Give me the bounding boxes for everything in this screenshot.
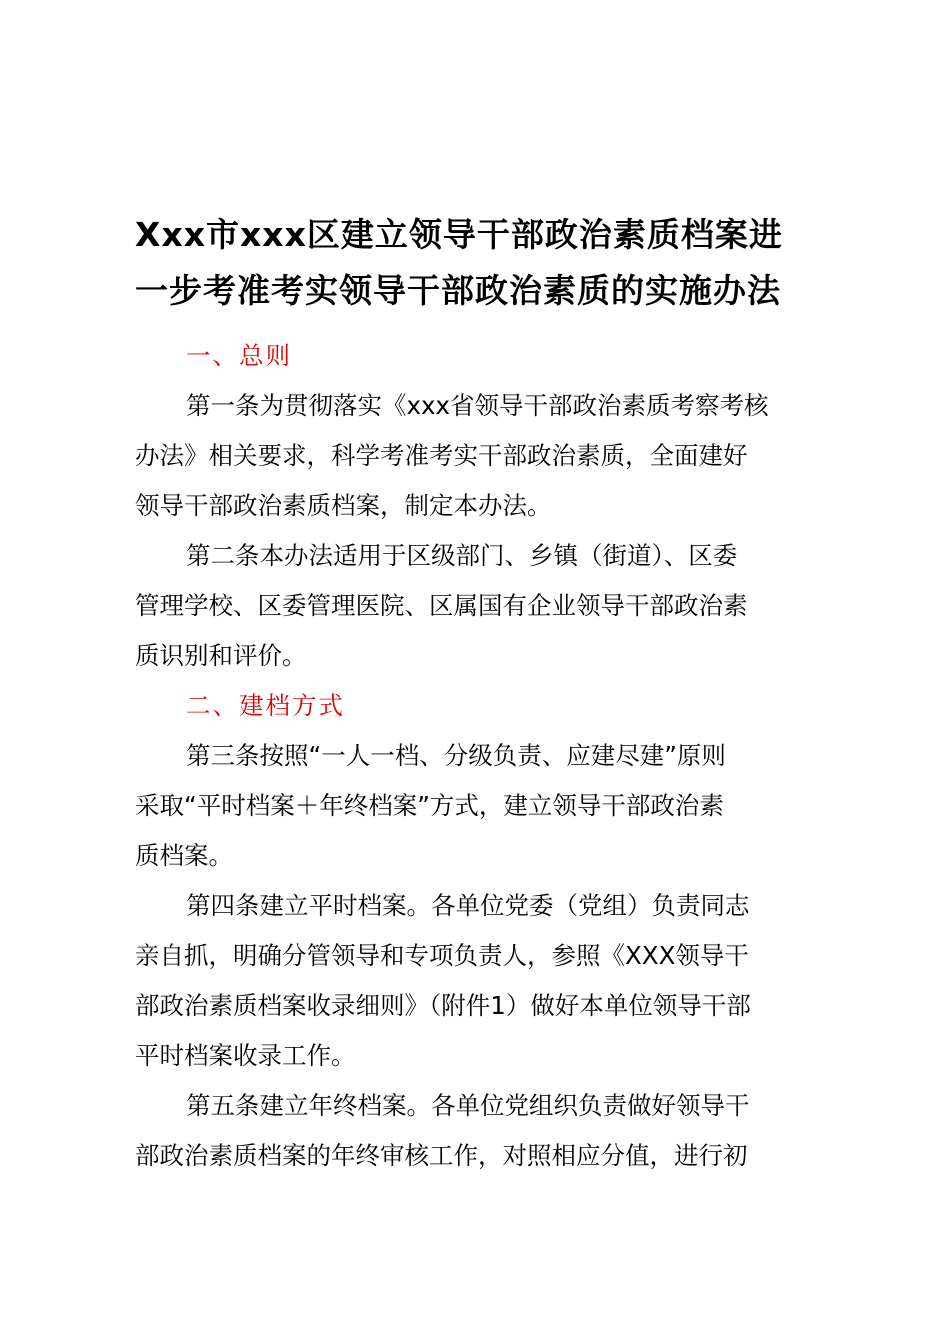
article-2-line-3: 质识别和评价。	[135, 641, 307, 670]
article-1-line-1: 第一条为贯彻落实《xxx省领导干部政治素质考察考核	[186, 391, 769, 420]
document-body	[135, 331, 855, 1181]
article-2-line-2: 管理学校、区委管理医院、区属国有企业领导干部政治素	[135, 591, 748, 620]
article-2-line-1: 第二条本办法适用于区级部门、乡镇（街道）、区委	[186, 541, 738, 570]
article-4-line-3: 部政治素质档案收录细则》（附件1）做好本单位领导干部	[135, 991, 751, 1020]
article-3-line-2: 采取“平时档案＋年终档案”方式，建立领导干部政治素	[135, 791, 724, 820]
article-4-line-1: 第四条建立平时档案。各单位党委（党组）负责同志	[186, 891, 750, 920]
document-title	[135, 207, 855, 319]
article-1-line-3: 领导干部政治素质档案，制定本办法。	[135, 491, 552, 520]
article-1-line-2: 办法》相关要求，科学考准考实干部政治素质，全面建好	[135, 441, 748, 470]
article-5-line-2: 部政治素质档案的年终审核工作，对照相应分值，进行初	[135, 1141, 748, 1170]
article-3-line-1: 第三条按照“一人一档、分级负责、应建尽建”原则	[186, 741, 726, 770]
title-line-2: 一步考准考实领导干部政治素质的实施办法	[135, 271, 781, 310]
section-heading-general: 一、总则	[186, 341, 292, 370]
article-4-line-4: 平时档案收录工作。	[135, 1041, 356, 1070]
article-5-line-1: 第五条建立年终档案。各单位党组织负责做好领导干	[186, 1091, 750, 1120]
title-line-1: Xxx市xxx区建立领导干部政治素质档案进	[135, 215, 783, 254]
article-4-line-2: 亲自抓，明确分管领导和专项负责人，参照《XXX领导干	[135, 941, 749, 970]
section-heading-filing: 二、建档方式	[186, 691, 345, 720]
article-3-line-3: 质档案。	[135, 841, 233, 870]
